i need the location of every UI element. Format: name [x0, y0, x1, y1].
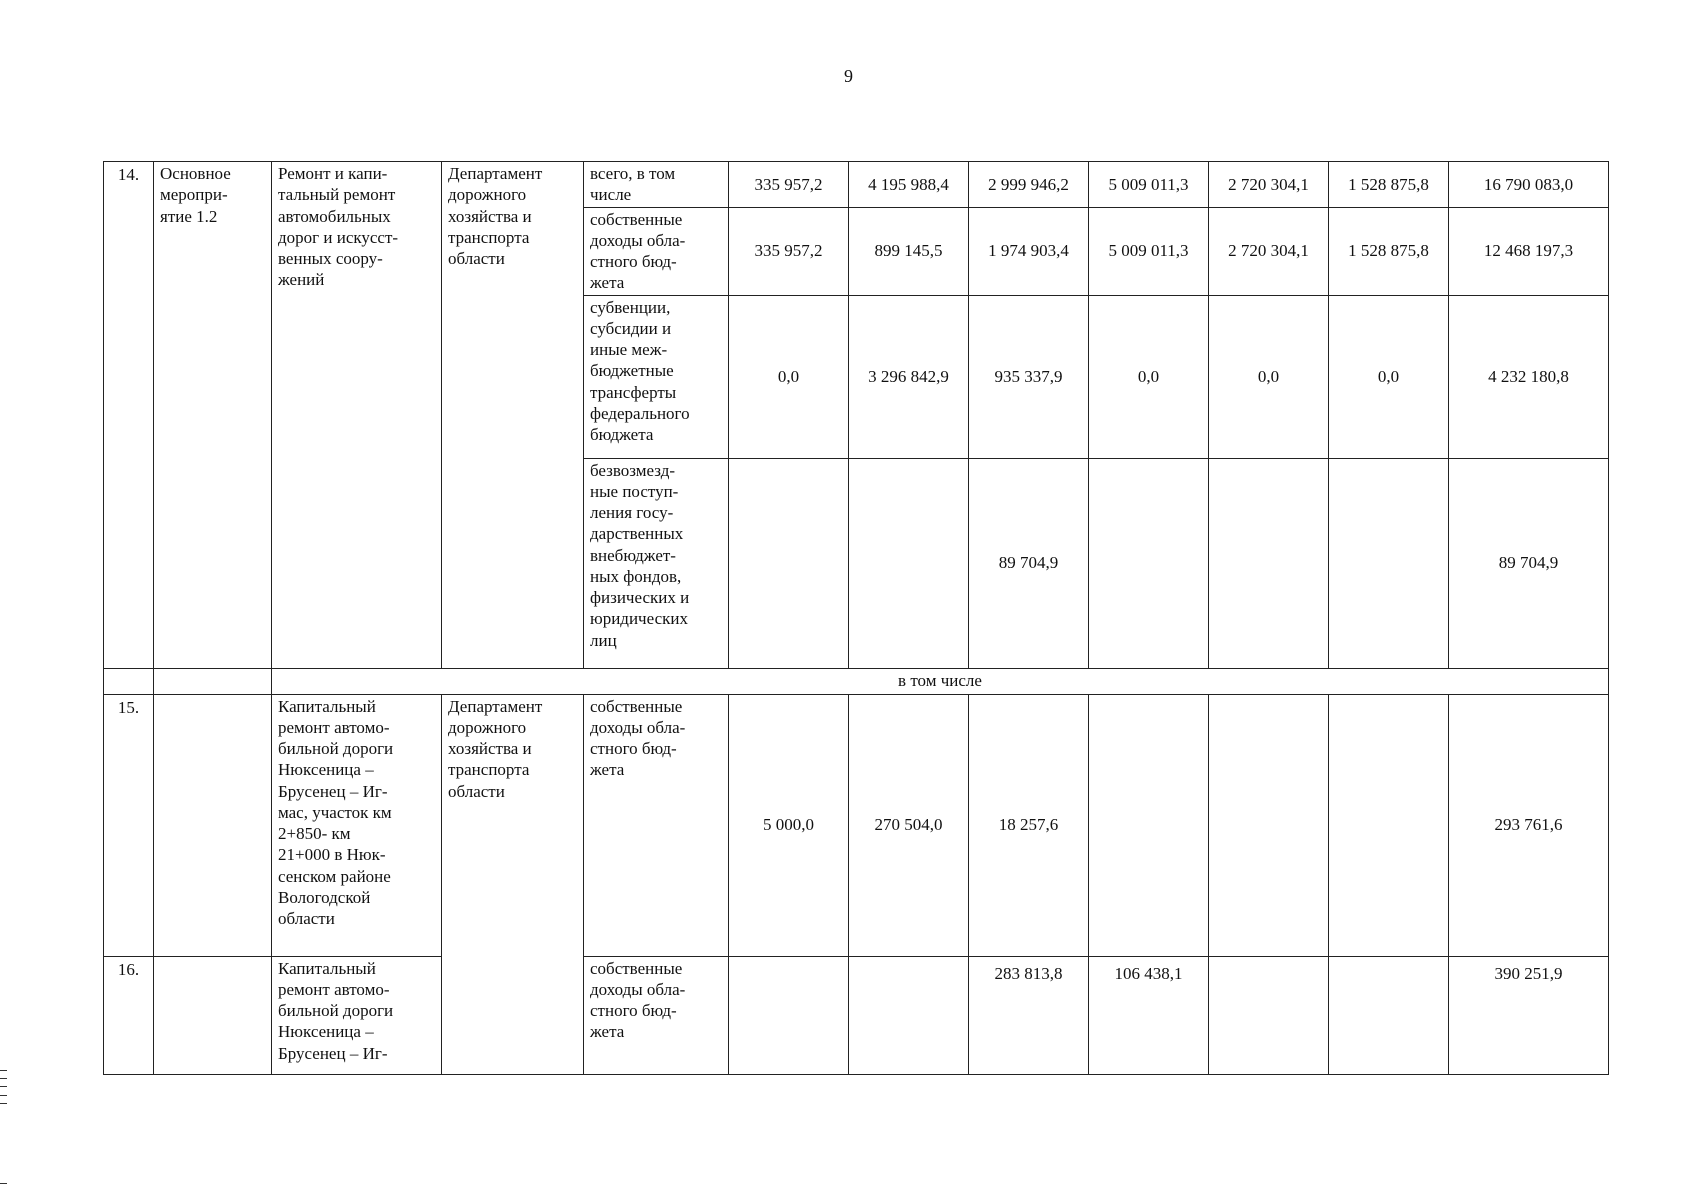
value-cell: 89 704,9: [969, 458, 1089, 668]
value-cell: [1209, 956, 1329, 1074]
value-cell: 335 957,2: [729, 162, 849, 208]
source-label: собственные доходы обла- стного бюд- жета: [584, 956, 729, 1074]
value-cell: [849, 956, 969, 1074]
scan-mark: [0, 1103, 7, 1104]
value-cell: 18 257,6: [969, 694, 1089, 956]
total-cell: 16 790 083,0: [1449, 162, 1609, 208]
value-cell: [849, 458, 969, 668]
row-index: 14.: [104, 162, 154, 669]
value-cell: 335 957,2: [729, 207, 849, 295]
source-label: собственные доходы обла- стного бюд- жета: [584, 207, 729, 295]
value-cell: 899 145,5: [849, 207, 969, 295]
empty-cell: [104, 668, 154, 694]
empty-cell: [154, 694, 272, 956]
scan-mark: [0, 1086, 7, 1087]
value-cell: 0,0: [1089, 295, 1209, 458]
source-label: субвенции, субсидии и иные меж- бюджетные трансферты федерального бюджета: [584, 295, 729, 458]
value-cell: 935 337,9: [969, 295, 1089, 458]
total-cell: 293 761,6: [1449, 694, 1609, 956]
table-row: [104, 162, 1609, 208]
scan-mark: [0, 1183, 7, 1184]
value-cell: 5 000,0: [729, 694, 849, 956]
table-row: [104, 694, 1609, 956]
value-cell: 5 009 011,3: [1089, 162, 1209, 208]
value-cell: [1089, 458, 1209, 668]
total-cell: 89 704,9: [1449, 458, 1609, 668]
including-label: в том числе: [272, 668, 1609, 694]
scan-mark: [0, 1095, 7, 1096]
name-cell: Ремонт и капи- тальный ремонт автомобильных дорог и искусст- венных соору- жений: [272, 162, 442, 669]
scan-mark: [0, 1078, 7, 1079]
source-label: всего, в том числе: [584, 162, 729, 208]
program-funding-table: [103, 161, 1609, 1075]
executor-cell: Департамент дорожного хозяйства и транспорта области: [442, 162, 584, 669]
value-cell: 0,0: [1329, 295, 1449, 458]
value-cell: 0,0: [1209, 295, 1329, 458]
total-cell: 4 232 180,8: [1449, 295, 1609, 458]
empty-cell: [154, 956, 272, 1074]
total-cell: 12 468 197,3: [1449, 207, 1609, 295]
value-cell: 1 528 875,8: [1329, 162, 1449, 208]
source-label: безвозмезд- ные поступ- ления госу- дарственных внебюджет- ных фондов, физических и юридических лиц: [584, 458, 729, 668]
executor-cell: Департамент дорожного хозяйства и транспорта области: [442, 694, 584, 1074]
total-cell: 390 251,9: [1449, 956, 1609, 1074]
empty-cell: [154, 668, 272, 694]
value-cell: [1089, 694, 1209, 956]
value-cell: [1209, 458, 1329, 668]
value-cell: [1329, 956, 1449, 1074]
row-index: 16.: [104, 956, 154, 1074]
table-row: [104, 956, 1609, 1074]
value-cell: [729, 458, 849, 668]
value-cell: 106 438,1: [1089, 956, 1209, 1074]
name-cell: Капитальный ремонт автомо- бильной дороги Нюксеница – Брусенец – Иг-: [272, 956, 442, 1074]
value-cell: 3 296 842,9: [849, 295, 969, 458]
value-cell: 5 009 011,3: [1089, 207, 1209, 295]
value-cell: [1329, 458, 1449, 668]
including-row: [104, 668, 1609, 694]
value-cell: [1329, 694, 1449, 956]
value-cell: 2 720 304,1: [1209, 162, 1329, 208]
row-index: 15.: [104, 694, 154, 956]
value-cell: 270 504,0: [849, 694, 969, 956]
page-number: 9: [844, 66, 853, 86]
value-cell: 0,0: [729, 295, 849, 458]
event-cell: Основное меропри- ятие 1.2: [154, 162, 272, 669]
value-cell: 1 974 903,4: [969, 207, 1089, 295]
value-cell: 1 528 875,8: [1329, 207, 1449, 295]
value-cell: [1209, 694, 1329, 956]
value-cell: 2 999 946,2: [969, 162, 1089, 208]
source-label: собственные доходы обла- стного бюд- жета: [584, 694, 729, 956]
value-cell: 2 720 304,1: [1209, 207, 1329, 295]
value-cell: 283 813,8: [969, 956, 1089, 1074]
value-cell: 4 195 988,4: [849, 162, 969, 208]
scan-mark: [0, 1070, 7, 1071]
value-cell: [729, 956, 849, 1074]
name-cell: Капитальный ремонт автомо- бильной дороги Нюксеница – Брусенец – Иг- мас, участок км 2+850- км 21+000 в Нюк- сенском районе Вологодской области: [272, 694, 442, 956]
